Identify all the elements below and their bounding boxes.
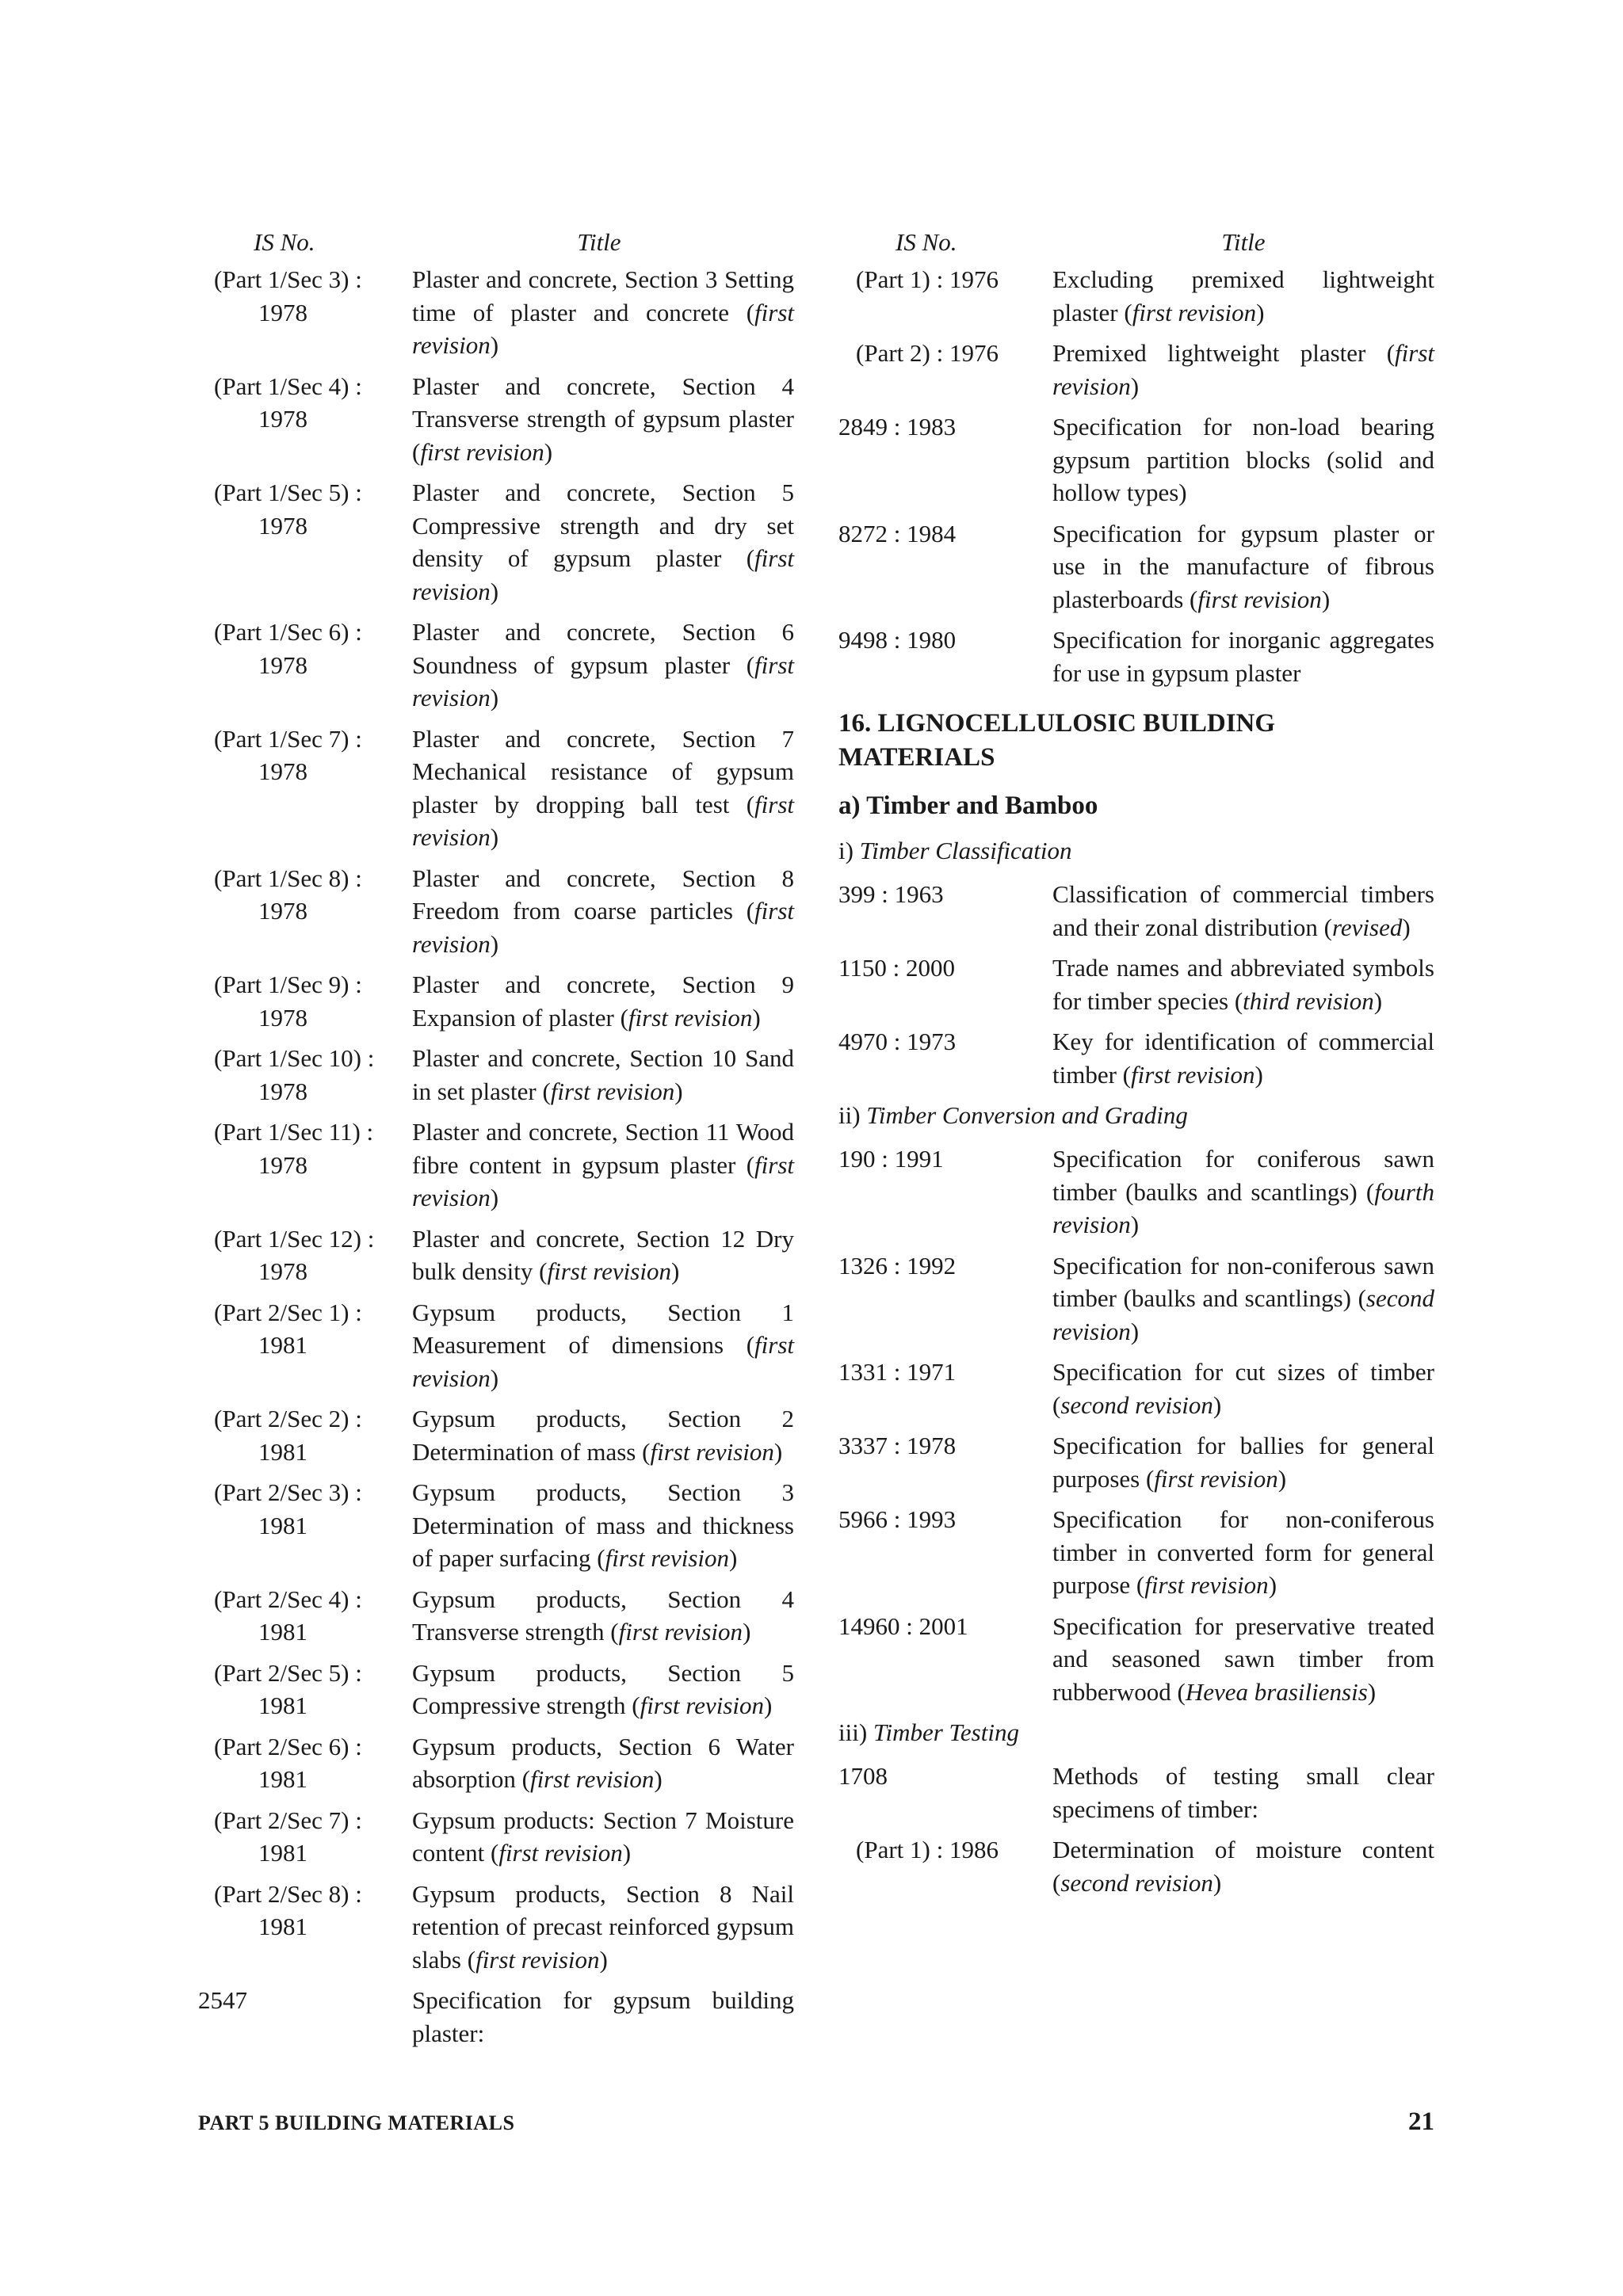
revision-note: fourth revision <box>1052 1177 1434 1238</box>
standard-entry <box>198 1402 794 1468</box>
is-year-line: 1981 <box>258 1765 307 1793</box>
section-heading-line1: 16. LIGNOCELLULOSIC BUILDING <box>838 709 1276 738</box>
standard-entry <box>198 1657 794 1722</box>
is-number <box>838 952 1052 1017</box>
standard-entry <box>838 1833 1434 1899</box>
left-column <box>198 227 794 2058</box>
is-number-line: 5966 : 1993 <box>838 1505 957 1533</box>
revision-note: first revision <box>547 1257 671 1285</box>
entry-title: Gypsum products, Section 6 Water absorption (first revision) <box>412 1732 794 1793</box>
revision-note: first revision <box>550 1077 675 1105</box>
standard-entry <box>838 1760 1434 1825</box>
right-entry-list <box>838 263 1434 689</box>
entry-title: Key for identification of commercial timber (first revision) <box>1052 1028 1434 1089</box>
standard-entry <box>838 624 1434 689</box>
revision-note: first revision <box>628 1003 753 1032</box>
standard-entry <box>198 1042 794 1108</box>
is-number <box>198 1657 412 1722</box>
standard-entry <box>838 1025 1434 1091</box>
entry-title-text: Gypsum products: Section 7 Moisture content <box>412 1806 794 1867</box>
is-number <box>198 1583 412 1649</box>
entry-title: Plaster and concrete, Section 4 Transverse strength of gypsum plaster (first revision) <box>412 372 794 466</box>
is-number <box>838 263 1052 329</box>
revision-note: first revision <box>1144 1571 1269 1599</box>
is-number-line: 4970 : 1973 <box>838 1028 957 1055</box>
entry-title: Gypsum products, Section 2 Determination of mass (first revision) <box>412 1405 794 1466</box>
entry-title: Determination of moisture content (second revision) <box>1052 1836 1434 1897</box>
revision-note: first revision <box>1154 1464 1278 1493</box>
entry-title: Gypsum products, Section 4 Transverse strength (first revision) <box>412 1585 794 1646</box>
standard-entry <box>198 476 794 608</box>
is-year-line: 1981 <box>258 1331 307 1359</box>
revision-note: first revision <box>498 1839 623 1867</box>
standard-entry <box>838 1142 1434 1241</box>
entry-title: Specification for non-coniferous sawn timber (baulks and scantlings) (second revision) <box>1052 1251 1434 1345</box>
entry-title: Gypsum products: Section 7 Moisture content (first revision) <box>412 1806 794 1867</box>
is-number-line: 8272 : 1984 <box>838 519 957 547</box>
is-year-line: 1981 <box>258 1691 307 1719</box>
entry-title: Plaster and concrete, Section 12 Dry bulk density (first revision) <box>412 1224 794 1285</box>
is-number <box>838 1429 1052 1495</box>
revision-note: first revision <box>412 1150 794 1211</box>
standard-entry <box>198 1116 794 1215</box>
is-number-line: (Part 2/Sec 6) : <box>214 1732 362 1760</box>
is-number-line: 2849 : 1983 <box>838 413 957 441</box>
entry-title-text: Specification for non-coniferous sawn timber (baulks and scantlings) <box>1052 1251 1434 1312</box>
is-year-line: 1978 <box>258 897 307 925</box>
standard-entry <box>838 1429 1434 1495</box>
entry-title-text: Specification for gypsum building plaster: <box>412 1986 794 2047</box>
is-year-line: 1978 <box>258 757 307 785</box>
is-number-line: (Part 2/Sec 8) : <box>214 1879 362 1908</box>
is-number <box>198 862 412 961</box>
page-footer <box>198 2107 1434 2137</box>
revision-note: first revision <box>529 1765 655 1793</box>
is-year-line: 1978 <box>258 650 307 679</box>
standard-entry <box>838 263 1434 329</box>
entry-title-text: Specification for coniferous sawn timber (baulks and scantlings) <box>1052 1145 1434 1206</box>
entry-title: Plaster and concrete, Section 5 Compressive strength and dry set density of gypsum plaster (first revision) <box>412 479 794 605</box>
is-year-line: 1981 <box>258 1913 307 1940</box>
footer-part-label: PART 5 BUILDING MATERIALS <box>198 2111 515 2134</box>
is-number-line: 190 : 1991 <box>838 1145 944 1173</box>
entry-title: Gypsum products, Section 3 Determination of mass and thickness of paper surfacing (first revision) <box>412 1478 794 1572</box>
timber-testing-list <box>838 1760 1434 1899</box>
entry-title: Plaster and concrete, Section 7 Mechanical resistance of gypsum plaster by dropping ball test (first revision) <box>412 724 795 851</box>
is-number-line: 1326 : 1992 <box>838 1251 957 1280</box>
is-number-line: (Part 1/Sec 11) : <box>214 1118 374 1146</box>
entry-title-text: Gypsum products, Section 8 Nail retention of precast reinforced gypsum slabs <box>412 1879 794 1974</box>
standard-entry <box>838 410 1434 509</box>
is-number-line: (Part 1/Sec 4) : <box>214 372 362 400</box>
revision-note: second revision <box>1052 1284 1434 1345</box>
is-number-line: (Part 1/Sec 3) : <box>214 265 362 293</box>
is-number-line: (Part 1/Sec 9) : <box>214 971 362 998</box>
entry-title <box>1052 1760 1434 1825</box>
is-number-line: (Part 1/Sec 6) : <box>214 618 362 646</box>
entry-title-text: Gypsum products, Section 3 Determination of mass and thickness of paper surfacing <box>412 1478 794 1572</box>
is-no-header: IS No. <box>896 228 957 256</box>
is-number <box>838 624 1052 689</box>
group-heading-timber-conversion: ii) Timber Conversion and Grading <box>838 1101 1188 1129</box>
is-number <box>838 1142 1052 1241</box>
is-number <box>198 1116 412 1215</box>
revision-note: first revision <box>412 790 795 851</box>
is-number-line: 1331 : 1971 <box>838 1358 957 1386</box>
is-year-line: 1978 <box>258 511 307 540</box>
is-year-line: 1981 <box>258 1839 307 1867</box>
is-number <box>198 1042 412 1108</box>
revision-note: first revision <box>412 544 794 605</box>
revision-note: first revision <box>640 1691 765 1719</box>
entry-title-text: Key for identification of commercial timber <box>1052 1028 1434 1089</box>
left-column-header <box>198 227 794 258</box>
is-number <box>838 410 1052 509</box>
standard-entry <box>838 337 1434 402</box>
revision-note: first revision <box>1132 298 1257 326</box>
entry-title-text: Plaster and concrete, Section 5 Compressive strength and dry set density of gypsum plaster <box>412 479 794 572</box>
revision-note: first revision <box>1131 1060 1255 1089</box>
revision-note: first revision <box>412 298 794 359</box>
is-year-line: 1981 <box>258 1618 307 1646</box>
entry-title-text: Specification for cut sizes of timber <box>1052 1358 1434 1386</box>
is-number-line: (Part 2/Sec 4) : <box>214 1585 362 1613</box>
revision-note: first revision <box>1052 339 1435 400</box>
entry-title-text: Excluding premixed lightweight plaster <box>1052 265 1434 326</box>
entry-title: Specification for coniferous sawn timber (baulks and scantlings) (fourth revision) <box>1052 1145 1434 1238</box>
entry-title-text: Specification for non-coniferous timber in converted form for general purpose <box>1052 1505 1434 1599</box>
is-number-line: (Part 2/Sec 3) : <box>214 1478 362 1506</box>
entry-title: Excluding premixed lightweight plaster (first revision) <box>1052 265 1434 326</box>
entry-title: Specification for gypsum plaster or use in the manufacture of fibrous plasterboards (first revision) <box>1052 519 1434 613</box>
is-number <box>198 1984 412 2050</box>
is-number-line: (Part 1) : 1976 <box>856 265 999 293</box>
is-year-line: 1978 <box>258 1077 307 1105</box>
entry-title <box>1052 624 1434 689</box>
is-number <box>838 517 1052 616</box>
revision-note: first revision <box>475 1945 600 1974</box>
revision-note: first revision <box>650 1437 774 1466</box>
is-no-header: IS No. <box>254 228 315 256</box>
is-number <box>838 1503 1052 1602</box>
right-column-header <box>838 227 1434 258</box>
revision-note: first revision <box>412 650 794 711</box>
entry-title-text: Specification for inorganic aggregates for use in gypsum plaster <box>1052 626 1434 687</box>
entry-title-text: Plaster and concrete, Section 4 Transverse strength of gypsum plaster <box>412 372 794 433</box>
is-number-line: 399 : 1963 <box>838 880 944 908</box>
is-number-line: (Part 1/Sec 7) : <box>214 724 362 753</box>
is-number-line: 14960 : 2001 <box>838 1611 968 1640</box>
is-number-line: (Part 2/Sec 5) : <box>214 1658 362 1687</box>
revision-note: second revision <box>1060 1390 1213 1419</box>
entry-title-text: Plaster and concrete, Section 3 Setting time of plaster and concrete <box>412 265 794 326</box>
timber-conversion-list <box>838 1142 1434 1708</box>
entry-title: Plaster and concrete, Section 3 Setting time of plaster and concrete (first revision) <box>412 265 794 359</box>
revision-note: revised <box>1331 913 1403 941</box>
standard-entry <box>198 1984 794 2050</box>
standard-entry <box>198 616 794 715</box>
is-number <box>838 1610 1052 1709</box>
entry-title: Plaster and concrete, Section 9 Expansion of plaster (first revision) <box>412 971 794 1032</box>
entry-title: Gypsum products, Section 1 Measurement of dimensions (first revision) <box>412 1298 795 1392</box>
is-number-line: (Part 1/Sec 8) : <box>214 864 362 892</box>
is-year-line: 1978 <box>258 1150 307 1179</box>
entry-title-text: Classification of commercial timbers and their zonal distribution <box>1052 880 1434 941</box>
is-year-line: 1978 <box>258 1003 307 1032</box>
revision-note: first revision <box>420 437 544 466</box>
is-number <box>838 1249 1052 1348</box>
entry-title: Classification of commercial timbers and their zonal distribution (revised) <box>1052 880 1434 941</box>
is-number-line: 2547 <box>198 1986 247 2014</box>
is-number <box>838 1833 1052 1899</box>
entry-title-text: Plaster and concrete, Section 12 Dry bulk density <box>412 1224 794 1285</box>
is-number-line: (Part 1/Sec 12) : <box>214 1224 375 1253</box>
is-number <box>838 1356 1052 1421</box>
is-number <box>198 370 412 469</box>
species-name: Hevea brasiliensis <box>1185 1677 1368 1706</box>
is-number <box>198 723 412 854</box>
entry-title: Specification for non-coniferous timber in converted form for general purpose (first revision) <box>1052 1505 1434 1599</box>
is-number-line: (Part 2/Sec 1) : <box>214 1298 362 1326</box>
standard-entry <box>198 968 794 1034</box>
entry-title-text: Plaster and concrete, Section 11 Wood fibre content in gypsum plaster <box>412 1118 794 1179</box>
entry-title-text: Specification for preservative treated and seasoned sawn timber from rubberwood <box>1052 1611 1434 1706</box>
title-header: Title <box>1221 228 1266 256</box>
is-year-line: 1978 <box>258 298 307 326</box>
is-number <box>838 1760 1052 1825</box>
entry-title-text: Plaster and concrete, Section 8 Freedom from coarse particles <box>412 864 794 925</box>
standard-entry <box>838 878 1434 944</box>
standard-entry <box>198 723 794 854</box>
standard-entry <box>198 1222 794 1288</box>
entry-title-text: Premixed lightweight plaster <box>1052 339 1366 367</box>
entry-title-text: Specification for non-load bearing gypsum partition blocks (solid and hollow types) <box>1052 413 1434 506</box>
entry-title: Gypsum products, Section 5 Compressive strength (first revision) <box>412 1658 794 1719</box>
entry-title-text: Specification for gypsum plaster or use in the manufacture of fibrous plasterboards <box>1052 519 1434 613</box>
entry-title: Gypsum products, Section 8 Nail retention of precast reinforced gypsum slabs (first revision) <box>412 1879 794 1974</box>
subsection-heading: a) Timber and Bamboo <box>838 791 1098 820</box>
entry-title-text: Methods of testing small clear specimens of timber: <box>1052 1762 1434 1823</box>
group-heading-timber-testing: iii) Timber Testing <box>838 1718 1019 1746</box>
entry-title: Specification for ballies for general purposes (first revision) <box>1052 1432 1434 1493</box>
entry-title: Plaster and concrete, Section 8 Freedom from coarse particles (first revision) <box>412 864 794 958</box>
revision-note: first revision <box>1197 585 1322 613</box>
timber-classification-list <box>838 878 1434 1091</box>
entry-title: Plaster and concrete, Section 10 Sand in set plaster (first revision) <box>412 1044 794 1105</box>
right-column <box>838 227 1434 1907</box>
is-number-line: 3337 : 1978 <box>838 1432 957 1459</box>
entry-title-text: Plaster and concrete, Section 6 Soundness of gypsum plaster <box>412 618 794 679</box>
is-number <box>198 1402 412 1468</box>
standard-entry <box>838 952 1434 1017</box>
entry-title <box>1052 410 1434 509</box>
is-number <box>838 878 1052 944</box>
is-number <box>198 263 412 362</box>
standard-entry <box>838 1503 1434 1602</box>
page-number: 21 <box>1408 2107 1434 2136</box>
standard-entry <box>198 1878 794 1977</box>
is-year-line: 1978 <box>258 1257 307 1285</box>
revision-note: first revision <box>605 1544 730 1572</box>
is-number <box>198 476 412 608</box>
entry-title-text: Gypsum products, Section 6 Water absorption <box>412 1732 794 1793</box>
revision-note: second revision <box>1060 1868 1213 1897</box>
standard-entry <box>198 1476 794 1575</box>
standard-entry <box>198 862 794 961</box>
entry-title: Specification for preservative treated and seasoned sawn timber from rubberwood (Hevea brasiliensis) <box>1052 1611 1434 1706</box>
standard-entry <box>198 263 794 362</box>
is-number <box>198 1804 412 1870</box>
is-number-line: (Part 2) : 1976 <box>856 339 999 367</box>
entry-title-text: Specification for ballies for general purposes <box>1052 1432 1434 1493</box>
is-number-line: (Part 1/Sec 5) : <box>214 479 362 506</box>
is-year-line: 1978 <box>258 405 307 433</box>
entry-title: Trade names and abbreviated symbols for timber species (third revision) <box>1052 954 1434 1015</box>
is-number-line: 1150 : 2000 <box>838 954 955 982</box>
is-number <box>198 1296 412 1395</box>
section-heading-line2: MATERIALS <box>838 743 995 772</box>
is-number <box>198 1222 412 1288</box>
entry-title-text: Gypsum products, Section 2 Determination of mass <box>412 1405 794 1466</box>
is-year-line: 1981 <box>258 1511 307 1539</box>
entry-title-text: Gypsum products, Section 5 Compressive strength <box>412 1658 794 1719</box>
is-number-line: 9498 : 1980 <box>838 626 957 654</box>
is-number <box>198 1476 412 1575</box>
standard-entry <box>838 1249 1434 1348</box>
left-entry-list <box>198 263 794 2050</box>
standard-entry <box>198 1730 794 1796</box>
is-number-line: 1708 <box>838 1762 888 1790</box>
is-number-line: (Part 1/Sec 10) : <box>214 1044 375 1072</box>
entry-title-text: Plaster and concrete, Section 9 Expansion of plaster <box>412 971 794 1032</box>
section-heading <box>838 707 1434 775</box>
is-number <box>198 968 412 1034</box>
standard-entry <box>838 1610 1434 1709</box>
standard-entry <box>198 370 794 469</box>
standard-entry <box>198 1583 794 1649</box>
revision-note: first revision <box>412 897 794 958</box>
entry-title: Premixed lightweight plaster (first revision) <box>1052 339 1435 400</box>
revision-note: first revision <box>618 1618 743 1646</box>
entry-title: Specification for cut sizes of timber (second revision) <box>1052 1358 1434 1419</box>
entry-title <box>412 1984 794 2050</box>
title-header: Title <box>577 228 621 256</box>
entry-title-text: Plaster and concrete, Section 10 Sand in set plaster <box>412 1044 794 1105</box>
is-number <box>838 1025 1052 1091</box>
revision-note: third revision <box>1243 986 1374 1015</box>
entry-title-text: Determination of moisture content <box>1052 1836 1434 1863</box>
is-number-line: (Part 2/Sec 7) : <box>214 1806 362 1834</box>
entry-title-text: Gypsum products, Section 1 Measurement of dimensions <box>412 1298 794 1359</box>
standard-entry <box>198 1296 794 1395</box>
entry-title: Plaster and concrete, Section 11 Wood fibre content in gypsum plaster (first revision) <box>412 1118 794 1211</box>
is-year-line: 1981 <box>258 1437 307 1466</box>
standard-entry <box>838 1356 1434 1421</box>
entry-title-text: Gypsum products, Section 4 Transverse strength <box>412 1585 794 1646</box>
revision-note: first revision <box>412 1331 795 1392</box>
group-heading-timber-classification: i) Timber Classification <box>838 837 1072 864</box>
is-number <box>198 1878 412 1977</box>
is-number <box>198 1730 412 1796</box>
standard-entry <box>198 1804 794 1870</box>
entry-title: Plaster and concrete, Section 6 Soundness of gypsum plaster (first revision) <box>412 618 794 711</box>
is-number-line: (Part 2/Sec 2) : <box>214 1405 362 1432</box>
standard-entry <box>838 517 1434 616</box>
entry-title-text: Plaster and concrete, Section 7 Mechanical resistance of gypsum plaster by dropping ball test <box>412 724 794 818</box>
is-number <box>838 337 1052 402</box>
is-number-line: (Part 1) : 1986 <box>856 1836 999 1863</box>
entry-title-text: Trade names and abbreviated symbols for timber species <box>1052 954 1434 1015</box>
is-number <box>198 616 412 715</box>
